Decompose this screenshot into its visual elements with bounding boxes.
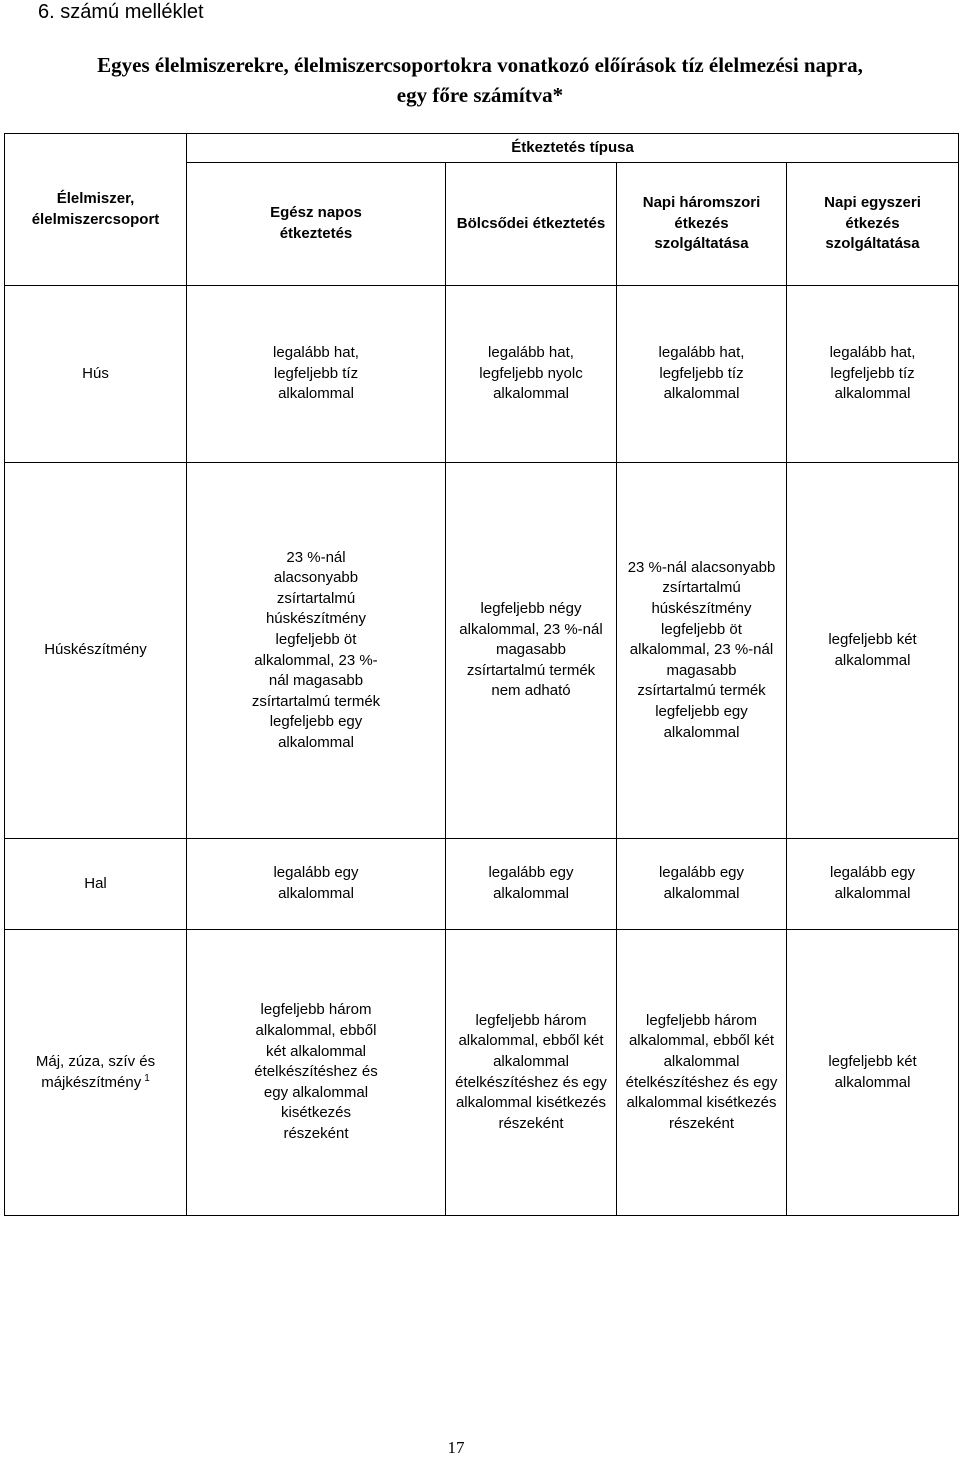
annex-label: 6. számú melléklet (38, 1, 204, 23)
row-name: Húskészítmény (5, 463, 187, 839)
cell-full-day: legalább hat, legfeljebb tíz alkalommal (187, 286, 446, 463)
cell-one-meal: legalább egy alkalommal (787, 839, 959, 930)
row-name: Hal (5, 839, 187, 930)
column-header-three-meals: Napi háromszori étkezés szolgáltatása (617, 163, 787, 286)
header-row-group (5, 134, 959, 163)
row-header-cell: Élelmiszer, élelmiszercsoport (5, 134, 187, 286)
row-name-text: Máj, zúza, szív és májkészítmény (35, 1052, 156, 1091)
column-header-nursery: Bölcsődei étkeztetés (446, 163, 617, 286)
cell-three-meals: legfeljebb három alkalommal, ebből két alkalommal ételkészítéshez és egy alkalommal kisétkezés részeként (617, 930, 787, 1216)
cell-nursery: legfeljebb négy alkalommal, 23 %-nál magasabb zsírtartalmú termék nem adható (446, 463, 617, 839)
cell-three-meals: legalább egy alkalommal (617, 839, 787, 930)
page-number: 17 (447, 1438, 465, 1457)
table-row-maj (5, 930, 959, 1216)
cell-three-meals: legalább hat, legfeljebb tíz alkalommal (617, 286, 787, 463)
row-name: Hús (5, 286, 187, 463)
cell-nursery: legalább hat, legfeljebb nyolc alkalommal (446, 286, 617, 463)
column-header-full-day: Egész napos étkeztetés (187, 163, 446, 286)
cell-full-day: 23 %-nál alacsonyabb zsírtartalmú húskészítmény legfeljebb öt alkalommal, 23 %-nál magasabb zsírtartalmú termék legfeljebb egy alkalommal (187, 463, 446, 839)
food-rules-table (4, 133, 959, 1216)
document-title (0, 50, 960, 110)
cell-one-meal: legalább hat, legfeljebb tíz alkalommal (787, 286, 959, 463)
cell-one-meal: legfeljebb két alkalommal (787, 930, 959, 1216)
row-name (5, 930, 187, 1216)
table-row-hus (5, 286, 959, 463)
title-line-1: Egyes élelmiszerekre, élelmiszercsoportokra vonatkozó előírások tíz élelmezési napra, (97, 53, 863, 77)
footnote-marker: 1 (144, 1072, 150, 1084)
cell-full-day: legalább egy alkalommal (187, 839, 446, 930)
cell-three-meals: 23 %-nál alacsonyabb zsírtartalmú húskészítmény legfeljebb öt alkalommal, 23 %-nál magasabb zsírtartalmú termék legfeljebb egy alkalommal (617, 463, 787, 839)
cell-nursery: legfeljebb három alkalommal, ebből két alkalommal ételkészítéshez és egy alkalommal kisétkezés részeként (446, 930, 617, 1216)
cell-one-meal: legfeljebb két alkalommal (787, 463, 959, 839)
group-header-cell: Étkeztetés típusa (187, 134, 959, 163)
cell-nursery: legalább egy alkalommal (446, 839, 617, 930)
title-line-2: egy főre számítva* (396, 83, 564, 107)
column-header-one-meal: Napi egyszeri étkezés szolgáltatása (787, 163, 959, 286)
cell-full-day: legfeljebb három alkalommal, ebből két alkalommal ételkészítéshez és egy alkalommal kisétkezés részeként (187, 930, 446, 1216)
table-row-hal (5, 839, 959, 930)
table-row-huskeszitmeny (5, 463, 959, 839)
